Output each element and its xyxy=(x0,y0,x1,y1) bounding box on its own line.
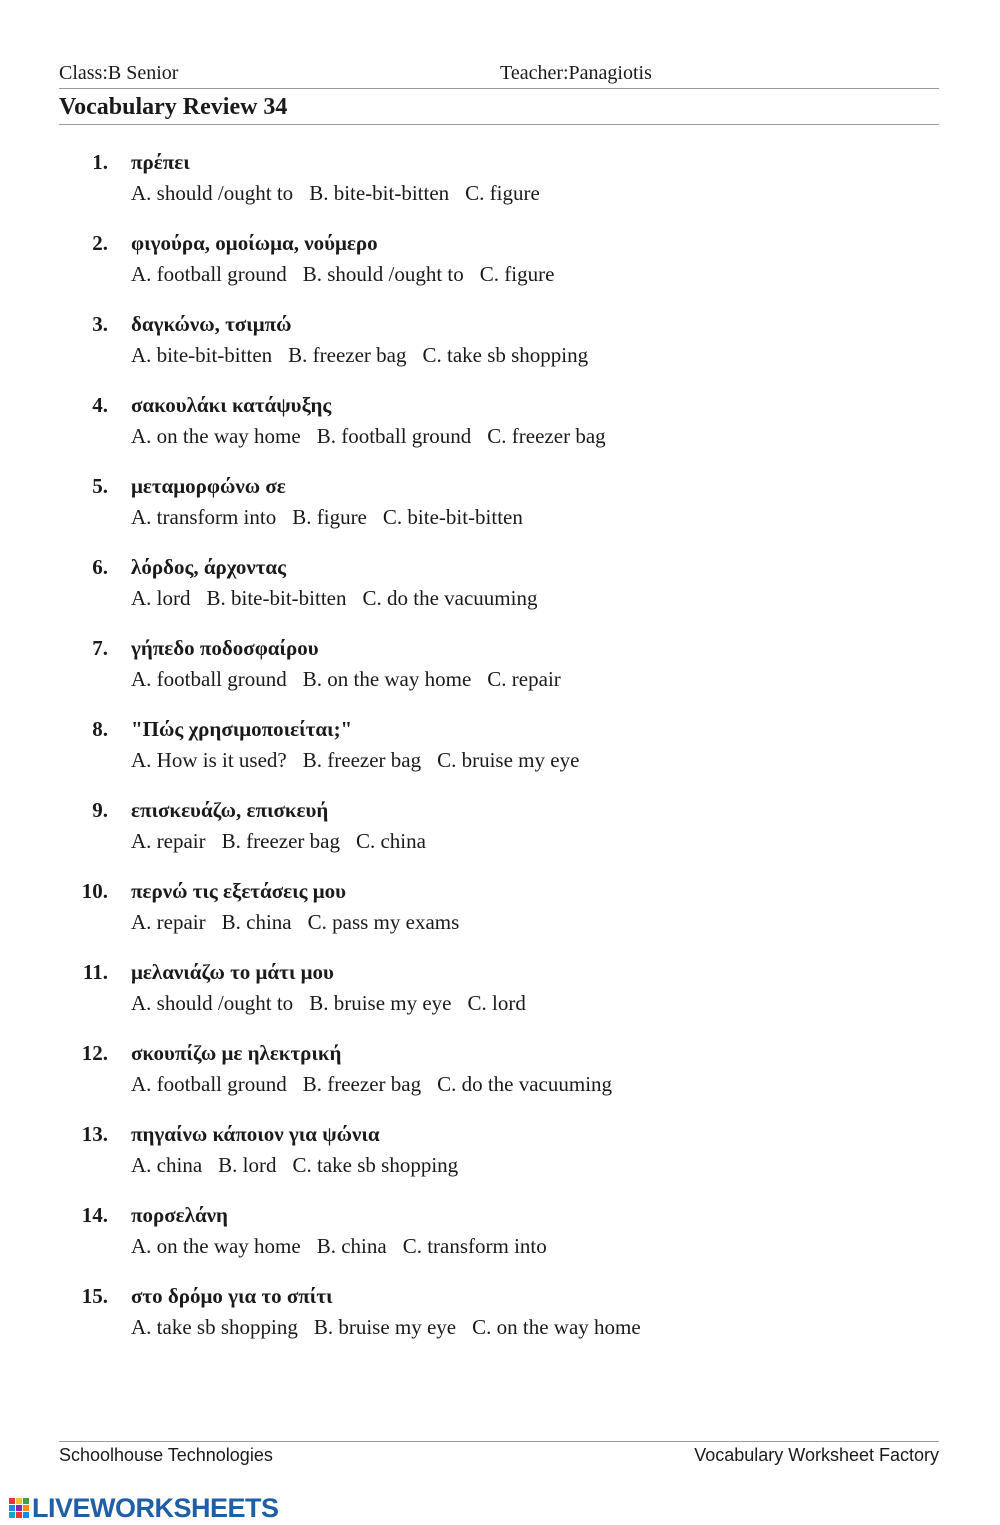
answer-option[interactable]: C. on the way home xyxy=(472,1315,641,1339)
answer-options xyxy=(131,1315,657,1340)
question-number: 6. xyxy=(92,555,108,579)
question-number: 11. xyxy=(82,960,108,984)
answer-option[interactable]: C. take sb shopping xyxy=(292,1153,459,1177)
page-footer xyxy=(59,1441,939,1468)
question-item xyxy=(0,798,1000,879)
answer-option[interactable]: B. lord xyxy=(218,1153,277,1177)
question-list xyxy=(0,150,1000,1365)
answer-option[interactable]: B. bruise my eye xyxy=(313,1315,457,1339)
answer-option[interactable]: A. on the way home xyxy=(131,1234,301,1258)
answer-option[interactable]: A. football ground xyxy=(131,1072,287,1096)
answer-option[interactable]: B. china xyxy=(221,910,292,934)
answer-option[interactable]: A. take sb shopping xyxy=(131,1315,298,1339)
answer-options xyxy=(131,829,442,854)
page-title: Vocabulary Review 34 xyxy=(59,94,288,120)
answer-option[interactable]: C. take sb shopping xyxy=(422,343,589,367)
liveworksheets-logo[interactable] xyxy=(8,1493,279,1523)
question-item xyxy=(0,879,1000,960)
question-item xyxy=(0,312,1000,393)
answer-option[interactable]: C. bruise my eye xyxy=(437,748,580,772)
question-item xyxy=(0,1041,1000,1122)
worksheet-header xyxy=(59,62,939,89)
question-prompt: μεταμορφώνω σε xyxy=(131,474,286,498)
question-item xyxy=(0,636,1000,717)
question-number: 8. xyxy=(92,717,108,741)
answer-option[interactable]: B. on the way home xyxy=(302,667,472,691)
question-number: 10. xyxy=(81,879,108,903)
answer-option[interactable]: B. freezer bag xyxy=(302,748,422,772)
answer-option[interactable]: A. china xyxy=(131,1153,203,1177)
question-prompt: "Πώς χρησιμοποιείται;" xyxy=(131,717,353,741)
class-label: Class:B Senior xyxy=(59,62,179,84)
question-prompt: σακουλάκι κατάψυξης xyxy=(131,393,332,417)
question-item xyxy=(0,1284,1000,1365)
question-item xyxy=(0,1203,1000,1284)
question-number: 4. xyxy=(92,393,108,417)
question-item xyxy=(0,231,1000,312)
answer-option[interactable]: B. freezer bag xyxy=(302,1072,422,1096)
question-item xyxy=(0,717,1000,798)
question-number: 13. xyxy=(81,1122,108,1146)
answer-option[interactable]: C. figure xyxy=(465,181,540,205)
answer-options xyxy=(131,667,577,692)
question-number: 5. xyxy=(92,474,108,498)
question-number: 12. xyxy=(81,1041,108,1065)
answer-option[interactable]: C. figure xyxy=(479,262,555,286)
answer-option[interactable]: C. bite-bit-bitten xyxy=(382,505,523,529)
answer-options xyxy=(131,748,595,773)
answer-option[interactable]: A. on the way home xyxy=(131,424,301,448)
answer-option[interactable]: B. bruise my eye xyxy=(309,991,452,1015)
answer-option[interactable]: A. should /ought to xyxy=(131,991,294,1015)
question-item xyxy=(0,1122,1000,1203)
answer-options xyxy=(131,1072,628,1097)
answer-options xyxy=(131,181,556,206)
answer-option[interactable]: A. football ground xyxy=(131,262,287,286)
question-prompt: λόρδος, άρχοντας xyxy=(131,555,287,579)
question-prompt: μελανιάζω το μάτι μου xyxy=(131,960,334,984)
title-row xyxy=(59,94,939,125)
answer-option[interactable]: B. freezer bag xyxy=(288,343,407,367)
answer-option[interactable]: C. do the vacuuming xyxy=(437,1072,613,1096)
logo-text: LIVEWORKSHEETS xyxy=(32,1492,279,1523)
answer-options xyxy=(131,505,539,530)
answer-option[interactable]: B. bite-bit-bitten xyxy=(206,586,347,610)
answer-option[interactable]: B. freezer bag xyxy=(221,829,340,853)
answer-option[interactable]: B. football ground xyxy=(316,424,472,448)
question-prompt: φιγούρα, ομοίωμα, νούμερο xyxy=(131,231,378,255)
question-number: 14. xyxy=(81,1203,108,1227)
teacher-label: Teacher:Panagiotis xyxy=(500,62,652,84)
answer-option[interactable]: A. repair xyxy=(131,829,206,853)
answer-options xyxy=(131,343,604,368)
answer-options xyxy=(131,262,570,287)
question-number: 3. xyxy=(92,312,108,336)
answer-option[interactable]: B. figure xyxy=(292,505,367,529)
question-number: 7. xyxy=(92,636,108,660)
question-number: 1. xyxy=(92,150,108,174)
question-item xyxy=(0,960,1000,1041)
answer-option[interactable]: A. repair xyxy=(131,910,206,934)
liveworksheets-logo-icon xyxy=(8,1496,30,1520)
answer-option[interactable]: A. transform into xyxy=(131,505,277,529)
answer-option[interactable]: B. bite-bit-bitten xyxy=(309,181,450,205)
answer-option[interactable]: C. freezer bag xyxy=(487,424,606,448)
answer-option[interactable]: C. transform into xyxy=(402,1234,547,1258)
answer-option[interactable]: A. football ground xyxy=(131,667,287,691)
footer-publisher: Schoolhouse Technologies xyxy=(59,1445,273,1465)
answer-options xyxy=(131,586,553,611)
answer-options xyxy=(131,1234,563,1259)
question-item xyxy=(0,555,1000,636)
question-prompt: σκουπίζω με ηλεκτρική xyxy=(131,1041,342,1065)
answer-option[interactable]: A. should /ought to xyxy=(131,181,294,205)
answer-option[interactable]: A. bite-bit-bitten xyxy=(131,343,273,367)
question-prompt: πρέπει xyxy=(131,150,190,174)
answer-option[interactable]: C. lord xyxy=(467,991,526,1015)
answer-option[interactable]: C. china xyxy=(355,829,426,853)
answer-options xyxy=(131,991,542,1016)
question-prompt: στο δρόμο για το σπίτι xyxy=(131,1284,333,1308)
question-number: 9. xyxy=(92,798,108,822)
answer-option[interactable]: A. How is it used? xyxy=(131,748,287,772)
question-number: 2. xyxy=(92,231,108,255)
question-prompt: περνώ τις εξετάσεις μου xyxy=(131,879,347,903)
answer-options xyxy=(131,1153,474,1178)
answer-options xyxy=(131,910,475,935)
question-prompt: γήπεδο ποδοσφαίρου xyxy=(131,636,319,660)
question-item xyxy=(0,393,1000,474)
answer-option[interactable]: C. pass my exams xyxy=(307,910,460,934)
answer-option[interactable]: C. do the vacuuming xyxy=(362,586,538,610)
answer-options xyxy=(131,424,622,449)
answer-option[interactable]: A. lord xyxy=(131,586,191,610)
answer-option[interactable]: B. should /ought to xyxy=(302,262,464,286)
question-item xyxy=(0,150,1000,231)
question-prompt: δαγκώνω, τσιμπώ xyxy=(131,312,292,336)
footer-product: Vocabulary Worksheet Factory xyxy=(694,1445,939,1465)
question-prompt: επισκευάζω, επισκευή xyxy=(131,798,329,822)
question-number: 15. xyxy=(81,1284,108,1308)
answer-option[interactable]: B. china xyxy=(316,1234,387,1258)
question-prompt: πορσελάνη xyxy=(131,1203,228,1227)
question-prompt: πηγαίνω κάποιον για ψώνια xyxy=(131,1122,380,1146)
question-item xyxy=(0,474,1000,555)
answer-option[interactable]: C. repair xyxy=(487,667,561,691)
